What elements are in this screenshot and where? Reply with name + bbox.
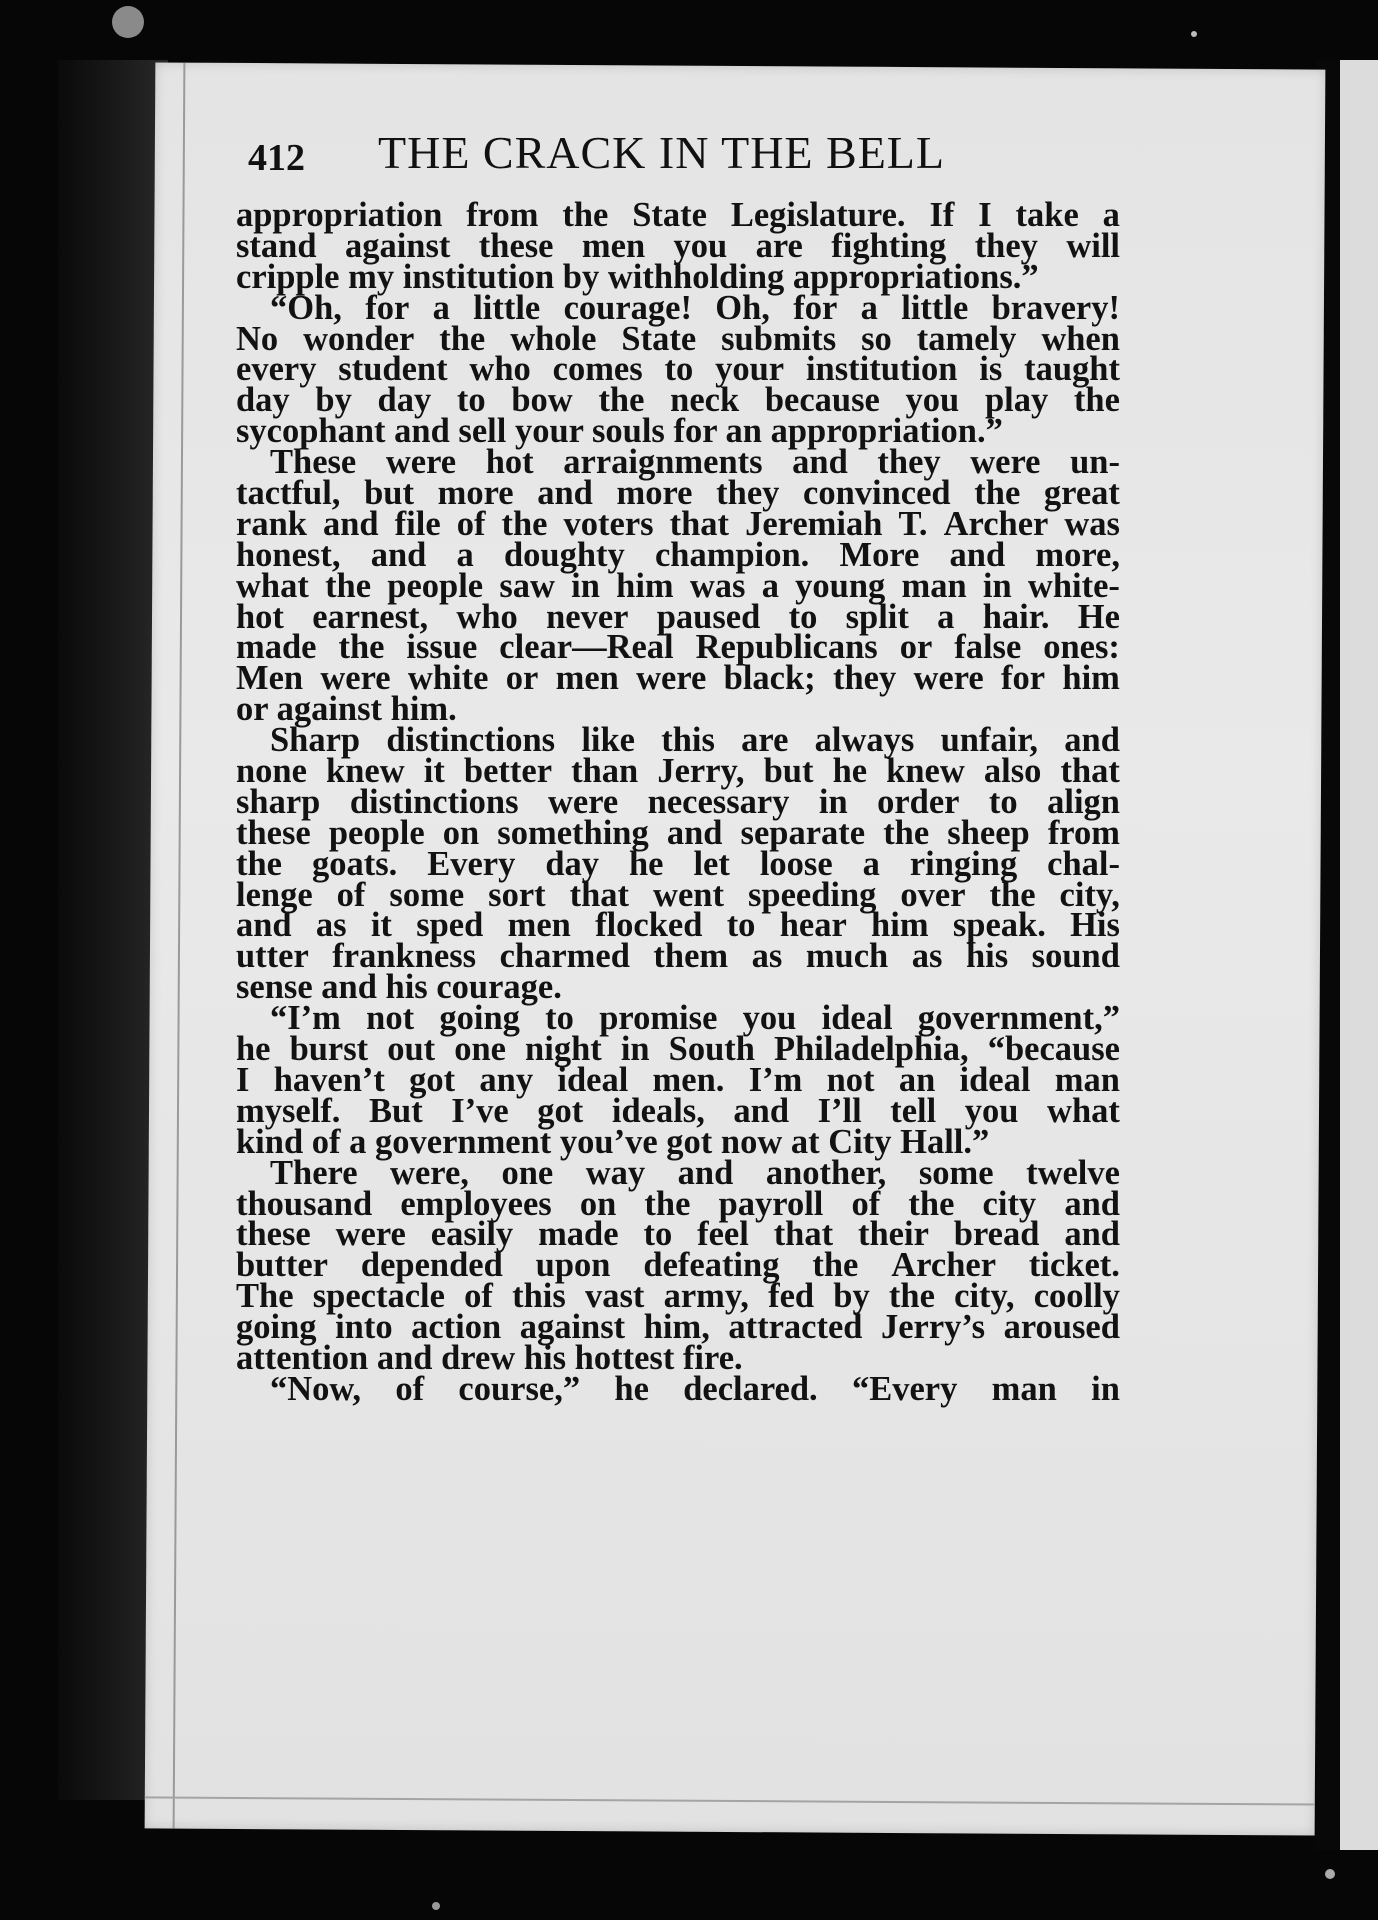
- text-line: lenge of some sort that went speeding over the city,: [236, 875, 1120, 914]
- text-line: day by day to bow the neck because you play the: [236, 381, 1120, 420]
- text-line: sycophant and sell your souls for an appropriation.”: [236, 412, 1003, 451]
- text-line: stand against these men you are fighting they will: [236, 226, 1120, 265]
- page-number: 412: [248, 137, 305, 179]
- text-line: hot earnest, who never paused to split a hair. He: [236, 597, 1120, 636]
- text-line: none knew it better than Jerry, but he knew also that: [236, 752, 1120, 791]
- text-line: utter frankness charmed them as much as his sound: [236, 937, 1120, 976]
- text-line: the goats. Every day he let loose a ringing chal-: [236, 844, 1120, 883]
- text-line: honest, and a doughty champion. More and more,: [236, 535, 1120, 574]
- text-line: thousand employees on the payroll of the city and: [236, 1184, 1120, 1223]
- text-line: rank and file of the voters that Jeremiah T. Archer was: [236, 504, 1120, 543]
- text-line: sharp distinctions were necessary in order to align: [236, 782, 1120, 821]
- text-line: tactful, but more and more they convinced the great: [236, 474, 1120, 513]
- text-line: myself. But I’ve got ideals, and I’ll tell you what: [236, 1091, 1120, 1130]
- text-line: butter depended upon defeating the Archer ticket.: [236, 1246, 1120, 1285]
- running-head: THE CRACK IN THE BELL: [378, 127, 946, 178]
- text-line: Sharp distinctions like this are always unfair, and: [270, 721, 1120, 760]
- text-line: appropriation from the State Legislature. If I take a: [236, 196, 1120, 234]
- text-line: kind of a government you’ve got now at City Hall.”: [236, 1122, 990, 1161]
- text-line: going into action against him, attracted Jerry’s aroused: [236, 1308, 1120, 1347]
- text-line: Men were white or men were black; they were for him: [236, 659, 1120, 698]
- text-line: These were hot arraignments and they were un-: [270, 443, 1120, 482]
- text-line: attention and drew his hottest fire.: [236, 1338, 743, 1377]
- text-line: these people on something and separate the sheep from: [236, 813, 1120, 852]
- text-line: sense and his courage.: [236, 968, 562, 1007]
- text-line: The spectacle of this vast army, fed by the city, coolly: [236, 1277, 1120, 1316]
- text-line: I haven’t got any ideal men. I’m not an ideal man: [236, 1060, 1120, 1099]
- text-line: “Now, of course,” he declared. “Every man in: [270, 1369, 1120, 1408]
- text-line: made the issue clear—Real Republicans or false ones:: [236, 628, 1120, 667]
- text-line: every student who comes to your institution is taught: [236, 350, 1120, 389]
- text-line: “I’m not going to promise you ideal government,”: [270, 999, 1120, 1038]
- dust-speck: [112, 6, 144, 38]
- text-line: “Oh, for a little courage! Oh, for a little bravery!: [270, 288, 1120, 327]
- dust-speck: [1325, 1869, 1335, 1879]
- text-line: There were, one way and another, some twelve: [270, 1153, 1120, 1192]
- text-line: No wonder the whole State submits so tamely when: [236, 319, 1120, 358]
- dust-speck: [1191, 31, 1197, 37]
- text-line: these were easily made to feel that their bread and: [236, 1215, 1120, 1254]
- text-line: or against him.: [236, 690, 457, 729]
- text-line: he burst out one night in South Philadelphia, “because: [236, 1030, 1120, 1069]
- dust-speck: [432, 1902, 440, 1910]
- text-line: cripple my institution by withholding appropriations.”: [236, 257, 1039, 296]
- text-line: and as it sped men flocked to hear him speak. His: [236, 906, 1120, 945]
- text-line: what the people saw in him was a young man in white-: [236, 566, 1120, 605]
